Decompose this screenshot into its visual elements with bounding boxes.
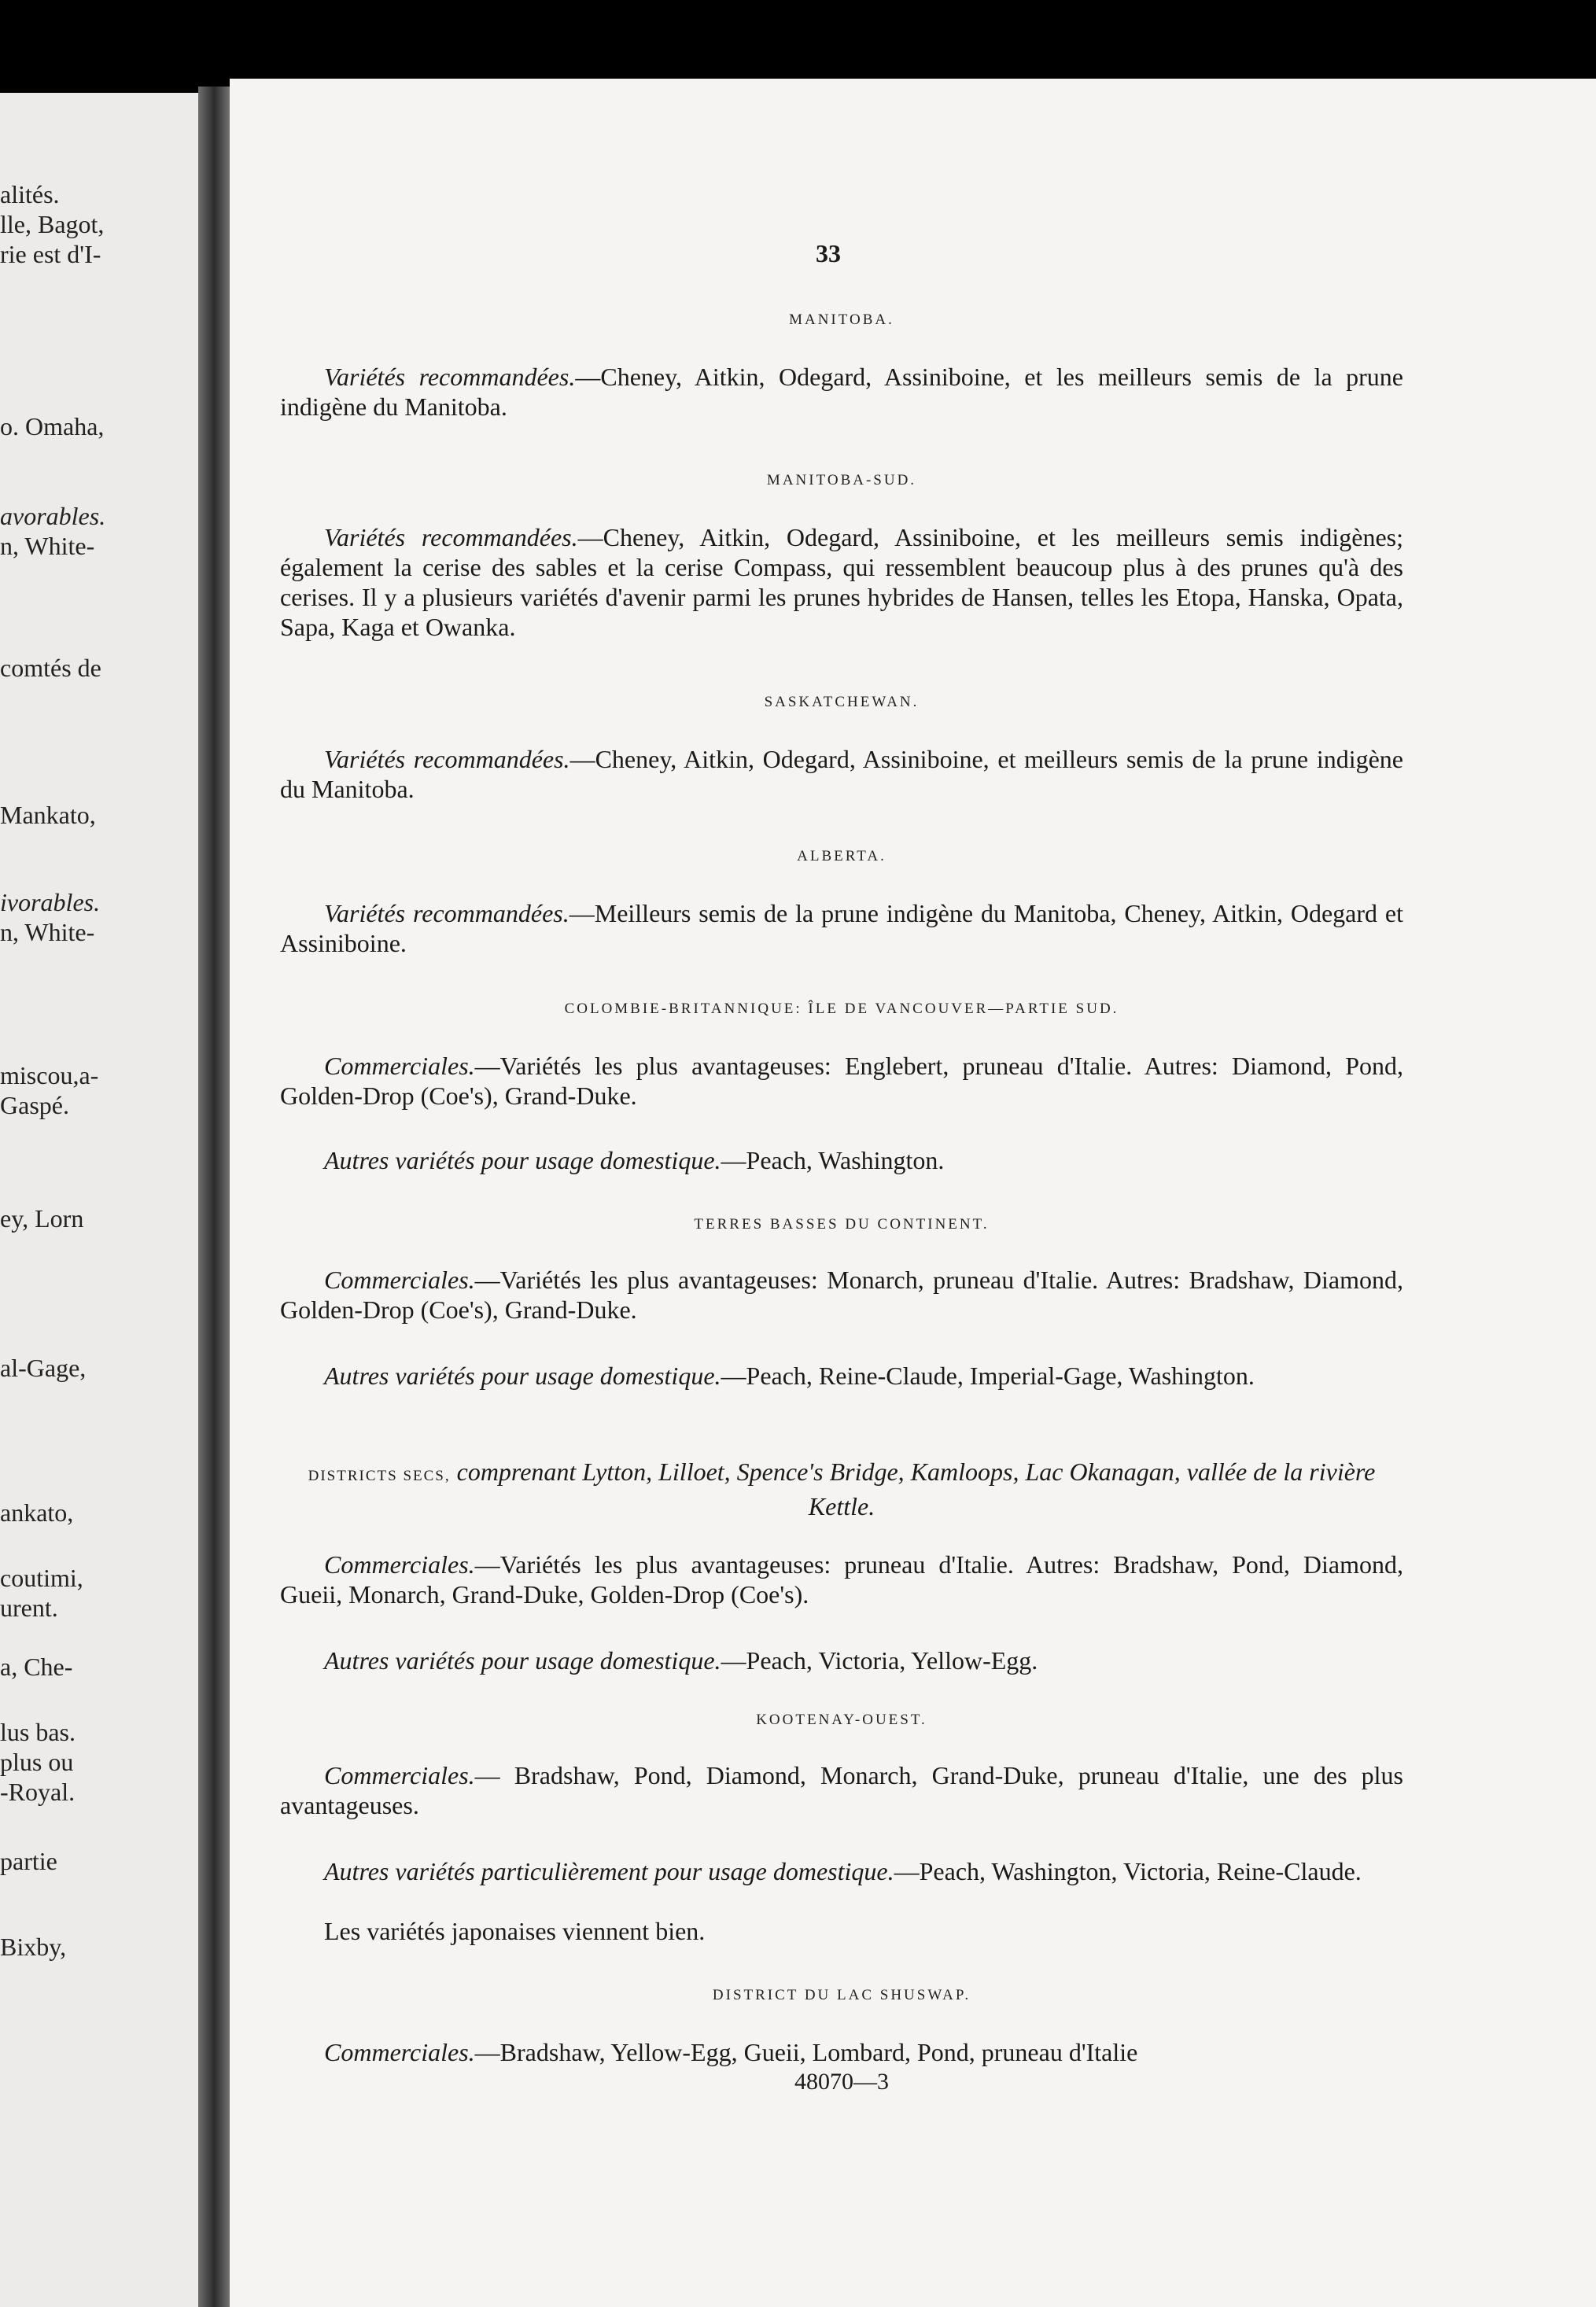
paragraph [280, 1265, 1403, 1325]
section-heading: TERRES BASSES DU CONTINENT. [694, 1216, 990, 1233]
left-page-fragment: n, White- [0, 532, 95, 560]
paragraph [280, 1856, 1403, 1886]
left-page-fragment: a, Che- [0, 1653, 73, 1681]
section-paragraph [280, 1550, 1403, 1609]
paragraph-lead: Commerciales. [324, 1761, 475, 1789]
left-page-fragment: ankato, [0, 1498, 74, 1527]
section-paragraph [280, 522, 1403, 642]
section-heading: MANITOBA. [789, 311, 894, 328]
paragraph [280, 898, 1403, 958]
left-page-fragment: rie est d'I- [0, 240, 101, 268]
section-paragraph [280, 898, 1403, 958]
section-terres-basses [280, 1216, 1403, 1233]
left-page-fragment: alités. [0, 180, 60, 208]
paragraph-text: — Bradshaw, Pond, Diamond, Monarch, Grand-Duke, pruneau d'Italie, une des plus avantageuses. [280, 1761, 1403, 1819]
paragraph-text: —Variétés les plus avantageuses: Monarch, pruneau d'Italie. Autres: Bradshaw, Diamond, Golden-Drop (Coe's), Grand-Duke. [280, 1266, 1403, 1324]
paragraph-lead: Commerciales. [324, 1052, 475, 1080]
section-paragraph [280, 1145, 1403, 1175]
section-heading-smallcaps: DISTRICTS SECS, [308, 1468, 451, 1484]
section-saskatchewan [280, 694, 1403, 711]
paragraph [280, 1550, 1403, 1609]
section-lac-shuswap [280, 1987, 1403, 2004]
left-page-fragment: urent. [0, 1594, 58, 1622]
left-page-fragment: o. Omaha, [0, 412, 105, 440]
paragraph-text: —Peach, Washington, Victoria, Reine-Claude. [894, 1857, 1362, 1885]
paragraph-text: —Variétés les plus avantageuses: pruneau d'Italie. Autres: Bradshaw, Pond, Diamond, Gueii, Monarch, Grand-Duke, Golden-Drop (Coe's). [280, 1550, 1403, 1609]
paragraph-text: —Bradshaw, Yellow-Egg, Gueii, Lombard, Pond, pruneau d'Italie [474, 2038, 1138, 2066]
page-footer [280, 2069, 1403, 2095]
section-paragraph [280, 1361, 1403, 1391]
section-manitoba-sud [280, 472, 1403, 489]
paragraph [280, 744, 1403, 804]
section-alberta [280, 848, 1403, 865]
section-paragraph [280, 1916, 1403, 1946]
left-facing-page [0, 93, 203, 2307]
left-page-fragment: plus ou [0, 1748, 74, 1776]
paragraph [280, 1760, 1403, 1820]
section-paragraph [280, 1265, 1403, 1325]
section-colombie-britannique [280, 1001, 1403, 1018]
left-page-fragment: partie [0, 1847, 57, 1875]
paragraph-lead: Autres variétés pour usage domestique. [324, 1146, 721, 1174]
paragraph [280, 362, 1403, 422]
section-paragraph [280, 744, 1403, 804]
paragraph-text: —Cheney, Aitkin, Odegard, Assiniboine, et les meilleurs semis indigènes; également la cerise des sables et la cerise Compass, qui ressemblent beaucoup plus à des prunes qu'à des cerises. Il y a plusieurs variétés d'avenir parmi les prunes hybrides de Hansen, telles les Etopa, Hanska, Opata, Sapa, Kaga et Owanka. [280, 523, 1403, 641]
left-page-fragment: Gaspé. [0, 1091, 69, 1119]
left-page-fragment: Bixby, [0, 1933, 67, 1961]
paragraph-lead: Autres variétés pour usage domestique. [324, 1646, 721, 1675]
page-number: 33 [816, 239, 841, 267]
left-page-fragment: comtés de [0, 654, 101, 682]
paragraph [280, 522, 1403, 642]
left-page-fragment: -Royal. [0, 1778, 76, 1806]
paragraph-text: —Peach, Reine-Claude, Imperial-Gage, Washington. [721, 1362, 1255, 1390]
section-heading: SASKATCHEWAN. [764, 694, 920, 710]
left-page-fragment: n, White- [0, 918, 95, 946]
paragraph-lead: Variétés recommandées. [324, 899, 569, 927]
paragraph-text: Les variétés japonaises viennent bien. [324, 1917, 706, 1945]
paragraph-text: —Cheney, Aitkin, Odegard, Assiniboine, et les meilleurs semis de la prune indigène du Manitoba. [280, 363, 1404, 421]
section-paragraph [280, 362, 1403, 422]
paragraph-lead: Variétés recommandées. [324, 363, 576, 391]
left-page-fragment: miscou,a- [0, 1061, 99, 1089]
paragraph-text: —Cheney, Aitkin, Odegard, Assiniboine, et meilleurs semis de la prune indigène du Manitoba. [280, 745, 1404, 803]
left-page-fragment: al-Gage, [0, 1354, 87, 1382]
paragraph-lead: Variétés recommandées. [324, 745, 570, 773]
section-paragraph [280, 1856, 1403, 1886]
section-heading: MANITOBA-SUD. [766, 472, 917, 488]
left-page-fragment: avorables. [0, 502, 106, 530]
section-heading: DISTRICT DU LAC SHUSWAP. [712, 1987, 971, 2003]
paragraph [280, 1051, 1403, 1111]
section-paragraph [280, 1760, 1403, 1820]
section-districts-secs [280, 1457, 1403, 1521]
section-heading-italic: comprenant Lytton, Lilloet, Spence's Bridge, Kamloops, Lac Okanagan, vallée de la rivière Kettle. [450, 1458, 1376, 1520]
paragraph-lead: Variétés recommandées. [324, 523, 578, 551]
section-paragraph [280, 2037, 1403, 2067]
section-manitoba [280, 311, 1403, 329]
left-page-fragment: coutimi, [0, 1564, 83, 1592]
section-heading: KOOTENAY-OUEST. [756, 1712, 927, 1728]
left-page-fragment: lle, Bagot, [0, 210, 105, 238]
paragraph-lead: Commerciales. [324, 1266, 475, 1294]
paragraph [280, 1145, 1403, 1175]
paragraph [280, 1916, 1403, 1946]
paragraph-lead: Autres variétés particulièrement pour usage domestique. [324, 1857, 894, 1885]
paragraph-text: —Variétés les plus avantageuses: Englebert, pruneau d'Italie. Autres: Diamond, Pond, Golden-Drop (Coe's), Grand-Duke. [280, 1052, 1403, 1110]
left-page-fragment: Mankato, [0, 801, 96, 829]
left-page-fragment: lus bas. [0, 1718, 76, 1746]
paragraph-text: —Peach, Victoria, Yellow-Egg. [721, 1646, 1038, 1675]
section-heading: COLOMBIE-BRITANNIQUE: ÎLE DE VANCOUVER—PARTIE SUD. [564, 1001, 1119, 1017]
paragraph-text: —Peach, Washington. [721, 1146, 945, 1174]
left-page-fragment: ivorables. [0, 888, 101, 916]
paragraph [280, 1645, 1403, 1675]
section-heading [280, 1457, 1403, 1521]
paragraph-lead: Commerciales. [324, 1550, 475, 1579]
left-page-fragment: ey, Lorn [0, 1204, 84, 1233]
footer-code: 48070—3 [794, 2069, 889, 2095]
paragraph-text: —Meilleurs semis de la prune indigène du Manitoba, Cheney, Aitkin, Odegard et Assiniboine. [280, 899, 1403, 957]
paragraph [280, 1361, 1403, 1391]
section-kootenay-ouest [280, 1712, 1403, 1729]
section-paragraph [280, 1645, 1403, 1675]
paragraph-lead: Commerciales. [324, 2038, 475, 2066]
section-heading: ALBERTA. [797, 848, 886, 864]
section-paragraph [280, 1051, 1403, 1111]
paragraph [280, 2037, 1403, 2067]
paragraph-lead: Autres variétés pour usage domestique. [324, 1362, 721, 1390]
